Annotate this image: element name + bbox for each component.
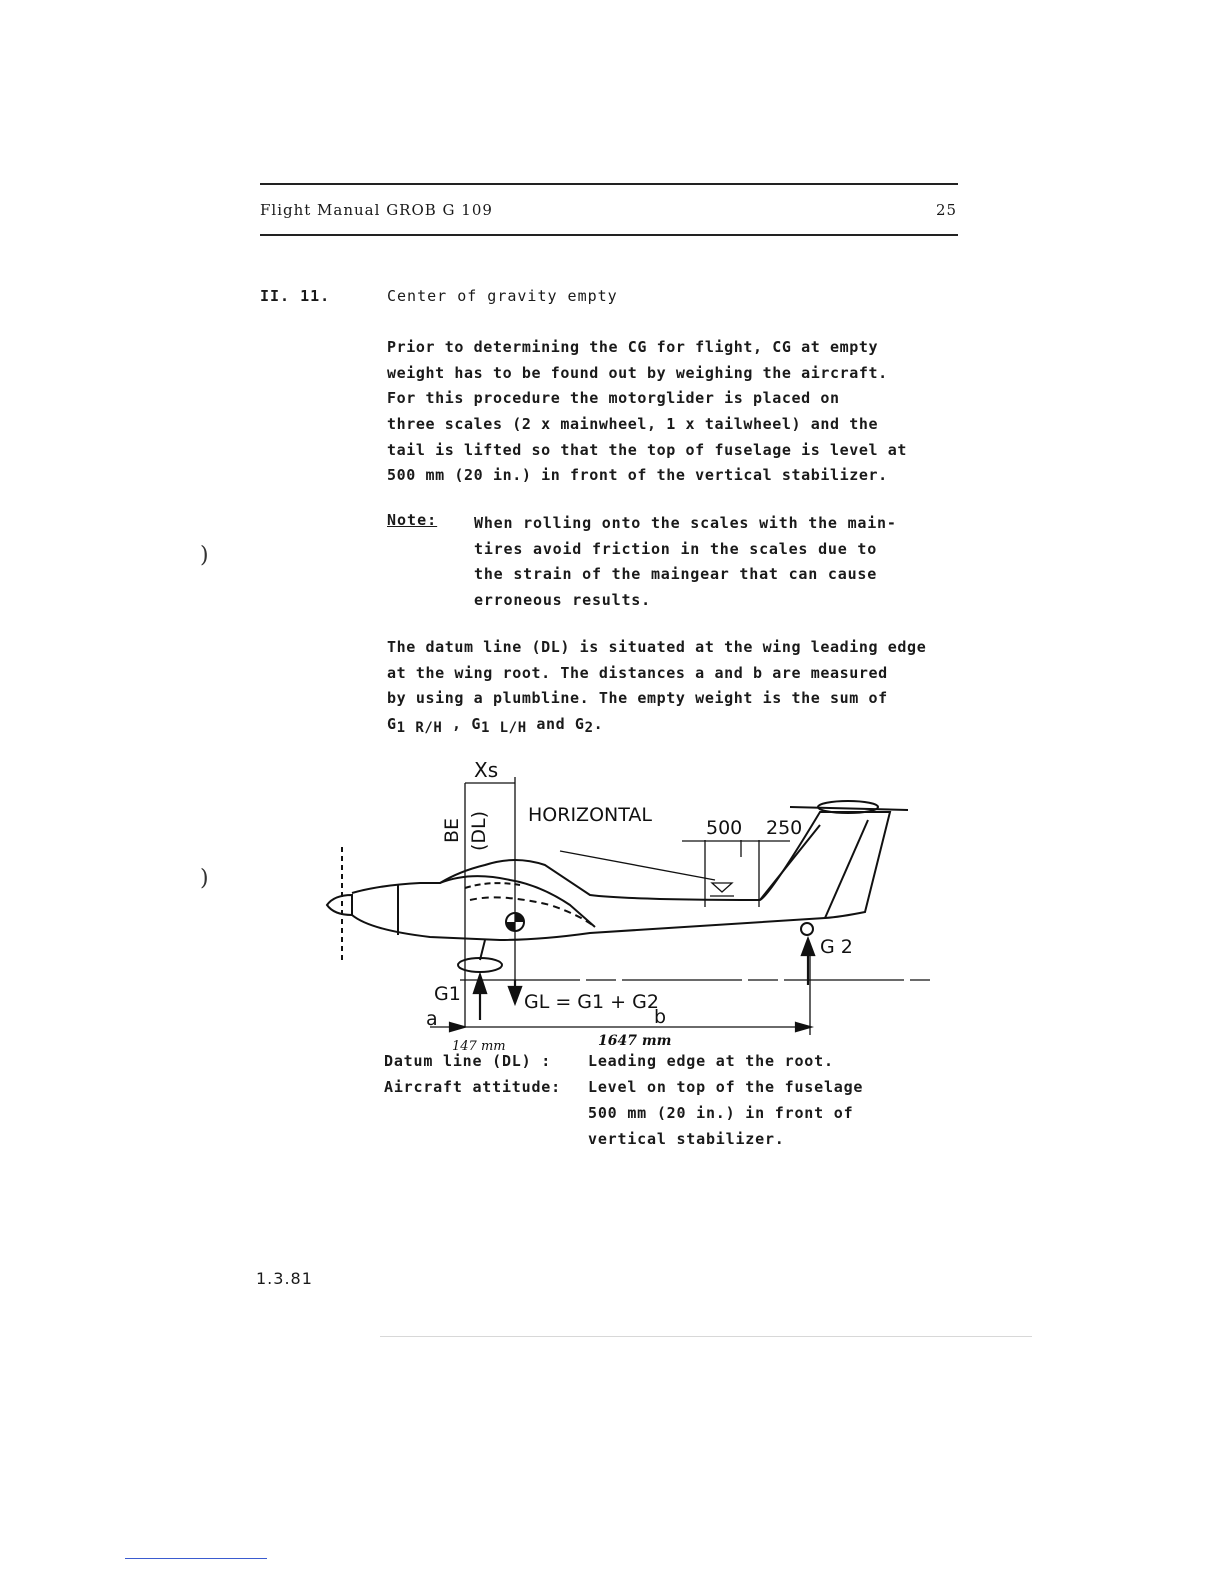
paragraph-line: at the wing root. The distances a and b are measured [387, 663, 888, 682]
dim-250-label: 250 [766, 817, 803, 839]
wing-root [470, 897, 595, 927]
paragraph-line: Prior to determining the CG for flight, CG at empty [387, 338, 879, 356]
handwritten-b-value: 1647 mm [598, 1033, 672, 1049]
legend-attitude-line: 500 mm (20 in.) in front of [588, 1104, 854, 1122]
paragraph-line: 500 mm (20 in.) in front of the vertical stabilizer. [387, 466, 888, 485]
header-top-rule [260, 183, 958, 185]
scan-edge-line [125, 1558, 267, 1559]
footer-date: 1.3.81 [256, 1269, 313, 1288]
paragraph-line: For this procedure the motorglider is placed on [387, 389, 840, 408]
fuselage-outline [352, 812, 890, 940]
main-gear-leg [480, 940, 485, 960]
a-arrow-head [450, 1023, 464, 1031]
paragraph-line: three scales (2 x mainwheel, 1 x tailwheel) and the [387, 415, 879, 434]
header-page-number: 25 [936, 201, 958, 219]
gl-arrow [509, 987, 521, 1003]
cg-weighing-diagram [320, 755, 940, 1055]
section-number: II. 11. [260, 287, 331, 305]
note-label: Note: [387, 511, 438, 529]
g1-arrow [474, 975, 486, 993]
paragraph-datum [387, 635, 987, 738]
note-line: When rolling onto the scales with the main- [474, 514, 897, 532]
legend-datum-value: Leading edge at the root. [588, 1052, 834, 1070]
tail-wheel [801, 923, 813, 935]
legend-attitude-line: vertical stabilizer. [588, 1130, 785, 1148]
handwritten-a-value: 147 mm [452, 1039, 506, 1054]
canopy-frame [465, 883, 520, 888]
note-body [474, 511, 897, 614]
xs-label: Xs [474, 758, 499, 782]
note-line: erroneous results. [474, 591, 651, 610]
paragraph-intro [387, 335, 987, 489]
binder-hole-mark: ) [200, 866, 209, 891]
note-line: tires avoid friction in the scales due to [474, 539, 878, 558]
dl-label: (DL) [468, 810, 490, 851]
section-title: Center of gravity empty [387, 287, 618, 305]
header-bottom-rule [260, 234, 958, 236]
spinner [327, 895, 352, 915]
be-label: BE [441, 817, 463, 843]
horizontal-label: HORIZONTAL [528, 804, 652, 826]
dim-500-label: 500 [706, 817, 743, 839]
legend-datum-label: Datum line (DL) : [384, 1052, 552, 1070]
a-label: a [426, 1008, 438, 1030]
g2-label: G 2 [820, 936, 853, 958]
b-arrow-head [796, 1023, 810, 1031]
paragraph-line: weight has to be found out by weighing the aircraft. [387, 363, 888, 382]
scan-edge-line [380, 1336, 1032, 1337]
legend-attitude-line: Level on top of the fuselage [588, 1078, 864, 1096]
paragraph-line: by using a plumbline. The empty weight is the sum of [387, 689, 888, 708]
note-line: the strain of the maingear that can cause [474, 565, 878, 584]
gl-formula-label: GL = G1 + G2 [524, 991, 659, 1013]
paragraph-line: tail is lifted so that the top of fuselage is level at [387, 440, 908, 459]
paragraph-line: The datum line (DL) is situated at the wing leading edge [387, 638, 927, 656]
g1-label: G1 [434, 983, 461, 1005]
binder-hole-mark: ) [200, 543, 209, 568]
header-title: Flight Manual GROB G 109 [260, 201, 493, 219]
g2-arrow [802, 939, 814, 955]
legend-attitude-label: Aircraft attitude: [384, 1078, 561, 1096]
level-mark-icon [712, 883, 732, 892]
weight-formula: G1 R/H , G1 L/H and G2. [387, 715, 604, 737]
b-label: b [654, 1006, 667, 1028]
